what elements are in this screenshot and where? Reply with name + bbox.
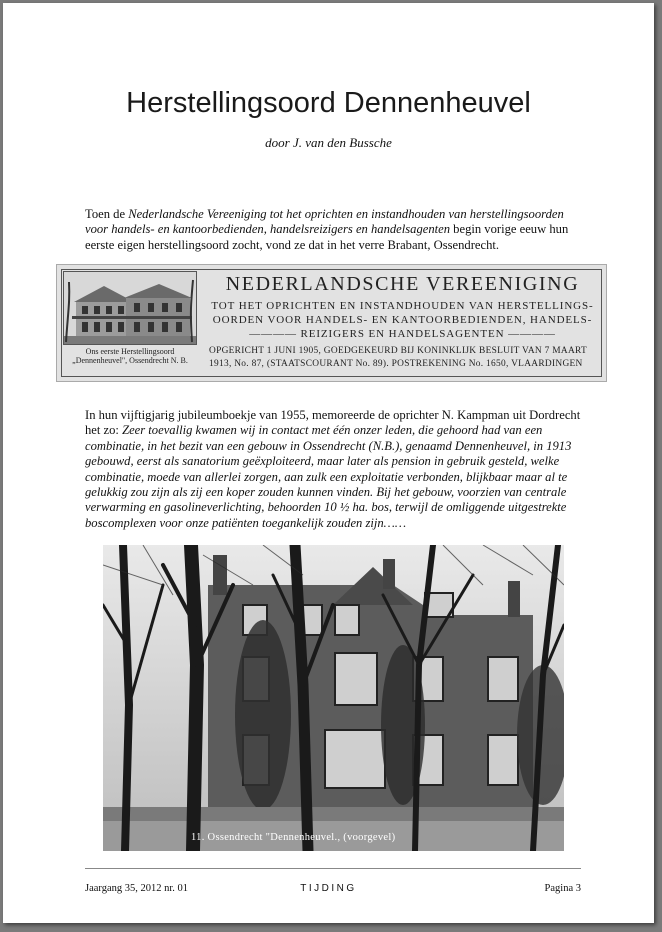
intro-italic: Nederlandsche Vereeniging tot het oprichten en instandhouden van herstellingsoorden voor handels- en kantoorbedienden, handelsreizigers en handelsagenten (85, 207, 564, 237)
footer-publication: TIJDING (300, 883, 357, 894)
intro-lead: Toen de (85, 207, 129, 221)
letterhead-subtitle-line2: OORDEN VOOR HANDELS- EN KANTOORBEDIENDEN, HANDELS- (212, 314, 593, 326)
footer-page-number: Pagina 3 (544, 883, 581, 894)
page (3, 3, 654, 923)
letterhead-subtitle-line1: TOT HET OPRICHTEN EN INSTANDHOUDEN VAN HERSTELLINGS- (211, 300, 594, 312)
dennenheuvel-photo (103, 545, 564, 851)
letterhead-subtitle-line3-text: REIZIGERS EN HANDELSAGENTEN (300, 328, 505, 340)
intro-paragraph (85, 207, 589, 253)
letterhead-subtitle (205, 299, 600, 341)
footer-divider (85, 868, 581, 869)
article-author: door J. van den Bussche (265, 135, 392, 150)
quote-italic: Zeer toevallig kwamen wij in contact met één onzer leden, die gehoord had van een combinatie, in het bezit van een gebouw in Ossendrecht (N.B.), genaamd Dennenheuvel, in 1913 gebouwd, eerst als sanatorium geëxploiteerd, maar later als pension in gebruik gesteld, welke combinatie, moede van allerlei zorgen, aan zulk een exploitatie verbonden, blijkbaar maar al te gelukkig zou zijn als zij een koper zouden kunnen vinden. Bij het gebouw, voorzien van centrale verwarming en gasolineverlichting, behoorden 10 ½ ha. bos, terwijl de omliggende uitgestrekte boscomplexen voor onze patiënten toegankelijk zouden zijn…… (85, 423, 572, 530)
footer-volume: Jaargang 35, 2012 nr. 01 (85, 883, 189, 894)
letterhead-caption-line2: „Dennenheuvel", Ossendrecht N. B. (72, 356, 188, 365)
letterhead-heading: NEDERLANDSCHE VEREENIGING (225, 273, 580, 295)
letterhead-building-illustration (63, 271, 197, 345)
article-title: Herstellingsoord Dennenheuvel (126, 87, 531, 119)
quote-lead: In hun vijftigjarig jubileumboekje van 1955, memoreerde de oprichter N. Kampman uit Dordrecht het zo: (85, 408, 581, 438)
letterhead-footnote (205, 345, 604, 371)
letterhead-caption-line1: Ons eerste Herstellingsoord (85, 347, 175, 356)
quote-paragraph (85, 408, 589, 531)
association-letterhead (56, 264, 607, 382)
letterhead-footnote-line1: OPGERICHT 1 JUNI 1905, GOEDGEKEURD BIJ KONINKLIJK BESLUIT VAN 7 MAART (209, 346, 588, 356)
letterhead-footnote-line2: 1913, No. 87, (STAATSCOURANT No. 89). POSTREKENING No. 1650, VLAARDINGEN (209, 359, 583, 369)
intro-tail: begin vorige eeuw hun eerste eigen herstellingsoord zocht, vond ze dat in het verre Brabant, Ossendrecht. (85, 222, 569, 252)
letterhead-subtitle-line3: ———— REIZIGERS EN HANDELSAGENTEN ———— (249, 328, 556, 340)
photo-caption: 11. Ossendrecht "Dennenheuvel., (voorgevel) (191, 832, 396, 843)
letterhead-caption (61, 347, 199, 365)
